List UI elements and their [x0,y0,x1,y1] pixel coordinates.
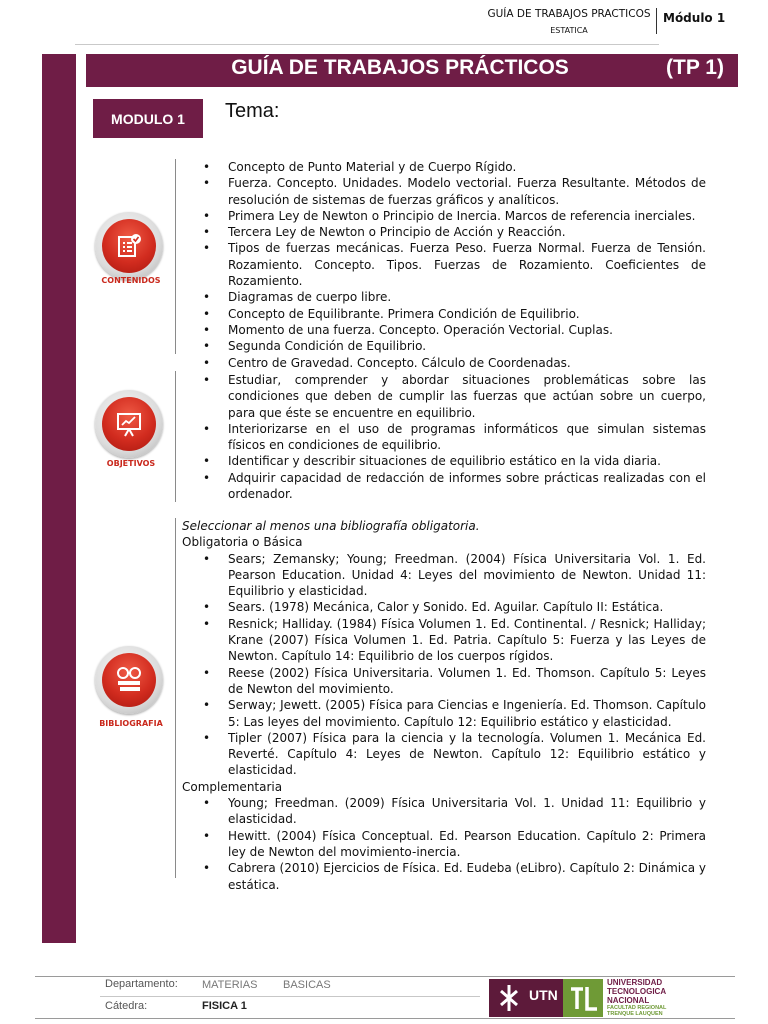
bibliografia-divider [175,518,176,878]
footer-rule-top [35,976,735,977]
list-item: • Serway; Jewett. (2005) Física para Ciencias e Ingeniería. Ed. Thomson. Capítulo 5: Las leyes del movimiento. Capítulo 12: Equilibrio estático y elasticidad. [182,697,706,730]
contenidos-label: CONTENIDOS [101,276,161,285]
contenidos-divider [175,159,176,354]
list-item: • Centro de Gravedad. Concepto. Cálculo de Coordenadas. [182,355,706,371]
list-item: • Concepto de Punto Material y de Cuerpo Rígido. [182,159,706,175]
tema-label: Tema: [225,100,280,122]
objetivos-icon-badge [95,390,163,458]
utn-emblem-icon [493,979,525,1017]
header-divider [656,8,657,34]
bibliografia-block [182,518,706,893]
obligatoria-heading: Obligatoria o Básica [182,535,303,550]
list-item: • Fuerza. Concepto. Unidades. Modelo vectorial. Fuerza Resultante. Métodos de resolución de sistemas de fuerzas gráficos y analíticos. [182,175,706,208]
list-item: • Hewitt. (2004) Física Conceptual. Ed. Pearson Education. Capítulo 2: Primera ley de Newton del movimiento-inercia. [182,828,706,861]
catedra-value: FISICA 1 [202,1000,247,1012]
list-item: • Young; Freedman. (2009) Física Universitaria Vol. 1. Unidad 11: Equilibrio y elasticidad. [182,795,706,828]
complementaria-heading: Complementaria [182,779,283,794]
contenidos-list [182,159,706,371]
list-item: • Tipler (2007) Física para la ciencia y la tecnología. Volumen 1. Mecánica Ed. Reverté. Capítulo 4: Leyes de Newton. Capítulo 12: Equilibrio estático y elasticidad. [182,730,706,779]
list-item: • Interiorizarse en el uso de programas informáticos que simulan sistemas físicos en condiciones de equilibrio. [182,421,706,454]
objetivos-list [182,372,706,502]
list-item: • Sears. (1978) Mecánica, Calor y Sonido. Ed. Aguilar. Capítulo II: Estática. [182,599,706,615]
footer-rule-bottom [35,1018,735,1019]
departamento-value-2: BASICAS [283,979,331,991]
departamento-label: Departamento: [105,978,178,990]
departamento-value-1: MATERIAS [202,979,258,991]
tl-logo [563,979,603,1017]
header-rule [75,44,659,45]
module-badge: MODULO 1 [93,99,203,138]
utn-logo-text: UTN [529,987,558,1003]
header-title: GUÍA DE TRABAJOS PRACTICOS [487,8,651,20]
tp-number: (TP 1) [666,56,724,79]
bibliografia-icon-badge [95,646,163,714]
list-item: • Estudiar, comprender y abordar situaciones problemáticas sobre las condiciones que deben de cumplir las fuerzas que actúan sobre un cuerpo, para que éste se encuentre en equilibrio. [182,372,706,421]
contenidos-icon-badge [95,212,163,280]
list-item: • Adquirir capacidad de redacción de informes sobre prácticas realizadas con el ordenador. [182,470,706,503]
list-item: • Reese (2002) Física Universitaria. Volumen 1. Ed. Thomson. Capítulo 5: Leyes de Newton del movimiento. [182,665,706,698]
objetivos-divider [175,371,176,502]
list-item: • Tipos de fuerzas mecánicas. Fuerza Peso. Fuerza Normal. Fuerza de Tensión. Rozamiento. Concepto. Tipos. Fuerzas de Rozamiento. Coeficientes de Rozamiento. [182,240,706,289]
glasses-books-icon [102,653,156,707]
list-item: • Cabrera (2010) Ejercicios de Física. Ed. Eudeba (eLibro). Capítulo 2: Dinámica y estática. [182,860,706,893]
catedra-label: Cátedra: [105,1000,148,1012]
list-item: • Sears; Zemansky; Young; Freedman. (2004) Física Universitaria Vol. 1. Ed. Pearson Education. Unidad 4: Leyes del movimiento de Newton. Unidad 11: Equilibrio y elasticidad. [182,551,706,600]
footer-rule-mid [100,996,480,997]
side-bar [42,54,76,943]
bibliografia-intro: Seleccionar al menos una bibliografía obligatoria. [182,519,480,533]
complementaria-list [182,795,706,893]
objetivos-icon-wrap [95,390,163,458]
list-item: • Primera Ley de Newton o Principio de Inercia. Marcos de referencia inerciales. [182,208,706,224]
page-title: GUÍA DE TRABAJOS PRÁCTICOS [231,56,569,79]
university-name: UNIVERSIDAD TECNOLOGICA NACIONAL [607,978,667,1005]
list-item: • Segunda Condición de Equilibrio. [182,338,706,354]
faculty-name: FACULTAD REGIONAL TRENQUE LAUQUEN [607,1005,667,1017]
list-item: • Diagramas de cuerpo libre. [182,289,706,305]
bibliografia-icon-wrap [95,646,163,714]
list-item: • Resnick; Halliday. (1984) Física Volumen 1. Ed. Continental. / Resnick; Halliday; Krane (2007) Física Volumen 1. Ed. Patria. Capítulo 5: Fuerza y las Leyes de Newton. Capítulo 14: Equilibrio de los cuerpos rígidos. [182,616,706,665]
list-item: • Tercera Ley de Newton o Principio de Acción y Reacción. [182,224,706,240]
objetivos-label: OBJETIVOS [106,459,156,468]
bibliografia-label: BIBLIOGRAFIA [99,719,163,728]
presentation-chart-icon [102,397,156,451]
obligatoria-list [182,551,706,779]
list-item: • Concepto de Equilibrante. Primera Condición de Equilibrio. [182,306,706,322]
header-subtitle: ESTATICA [550,26,588,35]
list-item: • Momento de una fuerza. Concepto. Operación Vectorial. Cuplas. [182,322,706,338]
header-module: Módulo 1 [663,11,726,25]
contenidos-icon-wrap [95,212,163,280]
list-item: • Identificar y describir situaciones de equilibrio estático en la vida diaria. [182,453,706,469]
tl-emblem-icon [563,979,603,1017]
checklist-document-icon [102,219,156,273]
